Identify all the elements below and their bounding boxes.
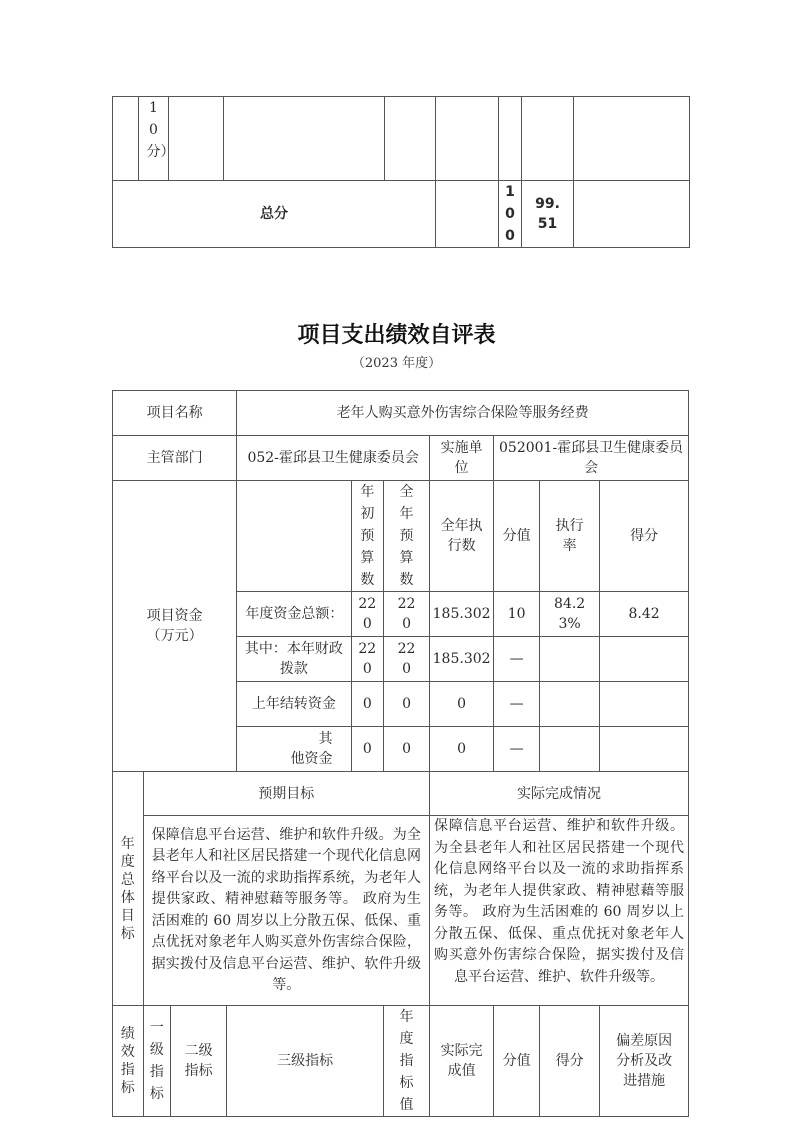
initial-budget: 0: [351, 682, 384, 727]
initial-budget: 220: [358, 641, 377, 677]
full-budget: 0: [384, 727, 430, 772]
full-budget-header: 全年预算数: [399, 484, 414, 588]
goals-content-row: [113, 816, 689, 1006]
implementing-unit-value: 052001-霍邱县卫生健康委员会: [494, 436, 689, 481]
expected-goal-text: 保障信息平台运营、维护和软件升级。为全县老年人和社区居民搭建一个现代化信息网络平台以及一流的求助指挥系统，为老年人提供家政、精神慰藉等服务等。 政府为生活困难的 60 周岁以上分散五保、低保、重点优抚对象老年人购买意外伤害综合保险，据实拨付及信息平台运营、维护、软件升级等。: [151, 826, 421, 993]
execution-rate: [540, 637, 600, 682]
fund-name: 其中：本年财政拨款: [237, 637, 351, 682]
score: 8.42: [600, 592, 689, 637]
total-score-row: [113, 181, 690, 248]
fund-name: 年度资金总额：: [237, 592, 351, 637]
execution-rate-header: 执行率: [555, 518, 584, 554]
level3-indicator-header: 三级指标: [227, 1006, 384, 1117]
goals-header-row: [113, 772, 689, 816]
total-score-obtained: 99.51: [535, 196, 560, 232]
department-label: 主管部门: [113, 436, 237, 481]
executed-amount: 0: [429, 727, 493, 772]
funds-header-row: [113, 481, 689, 592]
full-budget: 220: [397, 641, 416, 677]
score: [600, 682, 689, 727]
weight: —: [494, 682, 540, 727]
project-name-label: 项目名称: [113, 391, 237, 436]
level2-indicator-header: 二级指标: [184, 1043, 213, 1079]
evaluation-form: [112, 390, 689, 1117]
actual-completion-text: 保障信息平台运营、维护和软件升级。为全县老年人和社区居民搭建一个现代化信息网络平台以及一流的求助指挥系统，为老年人提供家政、精神慰藉等服务等。 政府为生活困难的 60 周岁以上分散五保、低保、重点优抚对象老年人购买意外伤害综合保险，据实拨付及信息平台运营、维护、软件升级等。: [433, 818, 684, 985]
full-budget: 220: [397, 596, 416, 632]
indicators-header-row: [113, 1006, 689, 1117]
initial-budget-header: 年初预算数: [360, 484, 375, 588]
annual-target-header: 年度指标值: [399, 1009, 414, 1113]
score: [600, 727, 689, 772]
level1-indicator-header: 一级指标: [149, 1020, 164, 1102]
total-score-label: 总分: [113, 181, 436, 248]
execution-rate: 84.23%: [554, 596, 586, 632]
page-title: 项目支出绩效自评表: [297, 323, 496, 348]
actual-completion-header: 实际完成情况: [429, 772, 688, 816]
weight-note: 10分）: [146, 100, 175, 160]
page-subtitle: （2023 年度）: [351, 356, 442, 371]
weight-header: 分值: [494, 481, 540, 592]
executed-amount: 185.302: [429, 592, 493, 637]
weight: —: [494, 637, 540, 682]
executed-header: 全年执行数: [440, 518, 483, 554]
project-name-value: 老年人购买意外伤害综合保险等服务经费: [237, 391, 689, 436]
score-header: 得分: [600, 481, 689, 592]
actual-value-header: 实际完成值: [440, 1043, 483, 1079]
deviation-analysis-header: 偏差原因分析及改进措施: [616, 1033, 673, 1089]
performance-indicators-label: 绩效指标: [120, 1026, 135, 1096]
score-header: 得分: [540, 1006, 600, 1117]
weight: 10: [494, 592, 540, 637]
expected-goal-header: 预期目标: [143, 772, 429, 816]
weight-header: 分值: [494, 1006, 540, 1117]
funds-label: 项目资金（万元）: [113, 481, 237, 772]
department-row: [113, 436, 689, 481]
project-name-row: [113, 391, 689, 436]
initial-budget: 0: [351, 727, 384, 772]
department-value: 052-霍邱县卫生健康委员会: [237, 436, 430, 481]
weight: —: [494, 727, 540, 772]
full-budget: 0: [384, 682, 430, 727]
initial-budget: 220: [358, 596, 377, 632]
total-score-value: 100: [505, 184, 515, 244]
previous-table-tail: [112, 96, 690, 248]
executed-amount: 185.302: [429, 637, 493, 682]
implementing-unit-label: 实施单位: [429, 436, 493, 481]
fund-name: 其 他资金: [237, 727, 351, 772]
annual-goals-label: 年度总体目标: [120, 835, 135, 942]
execution-rate: [540, 727, 600, 772]
previous-table-row: [113, 97, 690, 181]
fund-name: 上年结转资金: [237, 682, 351, 727]
execution-rate: [540, 682, 600, 727]
executed-amount: 0: [429, 682, 493, 727]
score: [600, 637, 689, 682]
